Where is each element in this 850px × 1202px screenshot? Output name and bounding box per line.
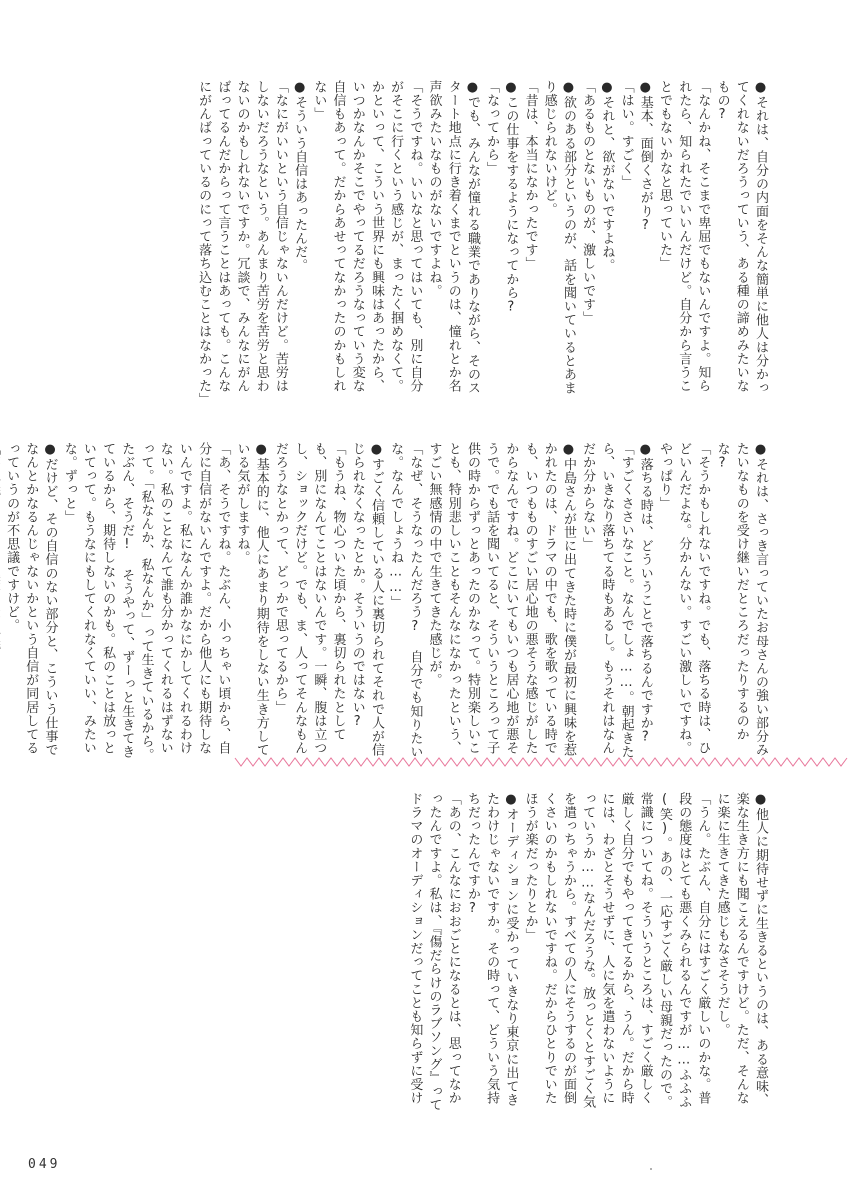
paragraph: 「なぜ、そうなったんだろう? 自分でも知りたいな。なんでしょうね……」 xyxy=(388,442,423,759)
paragraph: 「なにがいいという自信じゃないんだけど。苦労はしないだろうなという。あんまり苦労を苦労と思わないのかもしれないですか。冗談で、みんなにがんばってるんだからって言うことはあっても。こんなにがんばっているのにって落ち込むことはなかった」 xyxy=(196,80,288,407)
paragraph: 「昔は、本当になかったです」 xyxy=(522,80,538,271)
paragraph: 「すごくささいなこと。なんでしょ……。朝起きたら、いきなり落ちてる時もあるし。もうそれはなんだか分からない」 xyxy=(580,442,634,759)
paragraph: 「あの、こんなにおおごとになるとは、思ってなかったんですよ。私は、『傷だらけのラブソング』ってドラマのオーディションだってことも知らずに受け xyxy=(407,792,461,1112)
paragraph: 「そうかもしれないですね。でも、落ちる時は、ひどいんだよな。分かんない。すごい激しいですね。やっぱり」 xyxy=(656,442,711,755)
paragraph: 「あるものとないものが、激しいです」 xyxy=(580,80,596,325)
paragraph: 「うん。たぶん、自分にはすごく厳しいのかな。普段の態度はとても悪くみられるんですが……ふふふ(笑)。あの、一応すごく厳しい母親だったので。常識についてね。そういうところは、すごく厳しく厳しく自分でもやってきてるから、うん。だから時には、わざとそうせずに、人に気を遣わないようにっていうか……なんだろうな。放っとくとすごく気を遣っちゃうから。すべての人にそうするのが面倒くさいのかもしれないですね。だからひとりでいたほうが楽だったりとか」 xyxy=(522,792,711,1109)
paragraph: 「なんかね、そこまで卑屈でもないんですよ。知られたら、知られたでいいんだけど。自分から言うことでもないかなと思っていた」 xyxy=(656,80,711,393)
paragraph: ●欲のある部分というのが、話を聞いているとあまり感じられないけど。 xyxy=(541,80,576,395)
article-tier-top xyxy=(80,80,770,407)
paragraph: ●そういう自信はあったんだ。 xyxy=(292,80,308,273)
paragraph: ●基本、面倒くさがり? xyxy=(637,80,653,234)
paragraph: ●中島さんが世に出てきた時に僕が最初に興味を惹かれたのは、ドラマの中でも、歌を歌っている時でも、いつもものすごい居心地の悪そうな感じがしたからなんですね。どこにいてもいつも居心地が悪そうで。でも話を聞いてると、そういうところって子供の時からずっとあったのかなって。特別楽しいことも、特別悲しいこともそんなになかったという、すごい無感情の中で生きてきた感じが。 xyxy=(426,442,576,757)
paragraph: ●すごく信頼している人に裏切られてそれで人が信じられなくなったとか。そういうのではない? xyxy=(349,442,384,757)
paragraph: 「あ、そうですね。たぶん、小っちゃい頃から、自分に自信がないんですよ。だから他人にも期待しないんですよ。私になんか誰かなにかしてくれるわけない。私のことなんて誰も分かってくれるはずないって。「私なんか、私なんか」って生きているから。たぶん、そうだ! そうやって、ずーっと生きてきているから、期待しないのかも。私のことは放っといてって。もうなにもしてくれなくていい、みたいな。ずっと」 xyxy=(61,442,231,762)
zigzag-divider xyxy=(235,757,847,767)
paragraph: ●それは、さっき言っていたお母さんの強い部分みたいなものを受け継いだところだったりするのかな? xyxy=(714,442,768,757)
paragraph: 「そうですね。いいなと思ってはいても、別に自分がそこに行くという感じが、まったく掴めなくて。かといって、こういう世界にも興味はあったから、いつかなんかそこでやってるだろうなっていう変な自信もあって。だからあせってなかったのかもしれない」 xyxy=(311,80,423,393)
paragraph: ●他人に期待せずに生きるというのは、ある意味、楽な生き方にも聞こえるんですけど。ただ、そんなに楽に生きてきた感じもなさそうだし。 xyxy=(714,792,768,1107)
print-dot xyxy=(650,1168,652,1170)
paragraph: ●それと、欲がないですよね。 xyxy=(599,80,615,273)
paragraph: 「なってから」 xyxy=(484,80,500,176)
page-number: 049 xyxy=(28,1157,61,1172)
paragraph: ●だけど、その自信のない部分と、こういう仕事でなんとかなるんじゃないかという自信が同居してるっていうのが不思議ですけど。 xyxy=(4,442,58,757)
paragraph: ●オーディションに受かっていきなり東京に出てきたわけじゃないですか。その時って、どういう気持ちだったんですか? xyxy=(464,792,519,1107)
article-tier-middle xyxy=(4,442,770,762)
paragraph: ●基本的に、他人にあまり期待をしない生き方している気がしますね。 xyxy=(234,442,269,757)
paragraph: ●でも、みんなが憧れる職業でありながら、そのスタート地点に行き着くまでというのは、憧れとか名声欲みたいなものがないですよね。 xyxy=(426,80,480,395)
paragraph: 「はい。すごく」 xyxy=(618,80,634,189)
paragraph: ●この仕事をするようになってから? xyxy=(503,80,519,316)
paragraph: 「もうね、物心ついた頃から、裏切られたとしても、別になんてことはないんです。一瞬、腹は立つし、ショックだけど。でも、ま、人ってそんなもんだろうなとかって、どっかで思ってるから」 xyxy=(272,442,346,755)
article-tier-bottom xyxy=(80,792,770,1114)
paragraph: ●落ちる時は、どういうことで落ちるんですか? xyxy=(637,442,653,746)
paragraph: ●それは、自分の内面をそんな簡単に他人は分かってくれないだろうっていう、ある種の諦めみたいなもの? xyxy=(714,80,768,395)
paragraph xyxy=(0,442,2,762)
